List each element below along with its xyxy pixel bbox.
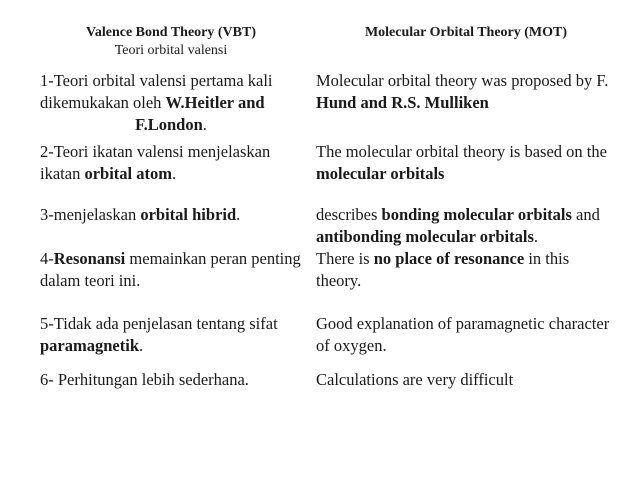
vbt-point-1-end: . <box>202 115 207 134</box>
vbt-point-1-bold-2: F.London <box>135 115 203 134</box>
vbt-point-3-bold: orbital hibrid <box>140 205 237 224</box>
mot-point-3-bold-2: antibonding molecular orbitals <box>316 227 534 246</box>
mot-point-1-bold: Hund and R.S. Mulliken <box>316 93 489 112</box>
vbt-point-2 <box>40 141 302 185</box>
mot-point-4 <box>316 248 616 292</box>
vbt-point-4-bold: Resonansi <box>53 249 126 268</box>
mot-point-5-text: Good explanation of paramagnetic character of oxygen. <box>316 314 610 355</box>
vbt-subtitle: Teori orbital valensi <box>114 43 228 58</box>
vbt-point-4-end: memainkan peran penting dalam teori ini. <box>40 249 301 290</box>
vbt-point-3 <box>40 204 302 226</box>
mot-point-6 <box>316 369 616 391</box>
vbt-point-6 <box>40 369 302 391</box>
vbt-point-3-end: . <box>236 205 241 224</box>
vbt-point-4 <box>40 248 302 292</box>
vbt-point-2-text: 2-Teori ikatan valensi menjelaskan ikatan <box>40 142 271 183</box>
vbt-point-1 <box>40 70 302 136</box>
mot-point-1-text: Molecular orbital theory was proposed by F. <box>316 71 609 90</box>
mot-point-1 <box>316 70 616 114</box>
mot-point-2 <box>316 141 616 185</box>
vbt-point-2-bold: orbital atom <box>84 164 172 183</box>
vbt-point-5-end: . <box>139 336 144 355</box>
mot-point-5 <box>316 313 616 357</box>
vbt-point-5-bold: paramagnetik <box>40 336 139 355</box>
vbt-point-2-end: . <box>171 164 177 183</box>
mot-point-3-end: . <box>533 227 539 246</box>
mot-point-2-text: The molecular orbital theory is based on the <box>316 142 607 161</box>
mot-point-3-text: describes <box>316 205 382 224</box>
vbt-point-3-text: 3-menjelaskan <box>40 205 141 224</box>
vbt-point-1-bold: W.Heitler and <box>165 93 265 112</box>
mot-point-3 <box>316 204 616 248</box>
mot-point-4-text: There is <box>316 249 374 268</box>
mot-point-6-text: Calculations are very difficult <box>316 370 514 389</box>
vbt-point-5-text: 5-Tidak ada penjelasan tentang sifat <box>40 314 278 333</box>
vbt-title: Valence Bond Theory (VBT) <box>86 25 256 40</box>
mot-point-3-mid: and <box>571 205 600 224</box>
vbt-point-6-text: 6- Perhitungan lebih sederhana. <box>40 370 249 389</box>
vbt-point-1-text: 1-Teori orbital valensi pertama kali dikemukakan oleh <box>40 71 273 112</box>
mot-title: Molecular Orbital Theory (MOT) <box>364 25 568 40</box>
mot-point-2-bold: molecular orbitals <box>316 164 445 183</box>
mot-point-4-bold: no place of resonance <box>373 249 525 268</box>
vbt-point-5 <box>40 313 302 357</box>
mot-header <box>316 24 616 42</box>
mot-point-4-end: in this theory. <box>316 249 570 290</box>
vbt-point-4-text: 4- <box>40 249 54 268</box>
vbt-header <box>40 24 302 60</box>
mot-point-3-bold: bonding molecular orbitals <box>381 205 572 224</box>
